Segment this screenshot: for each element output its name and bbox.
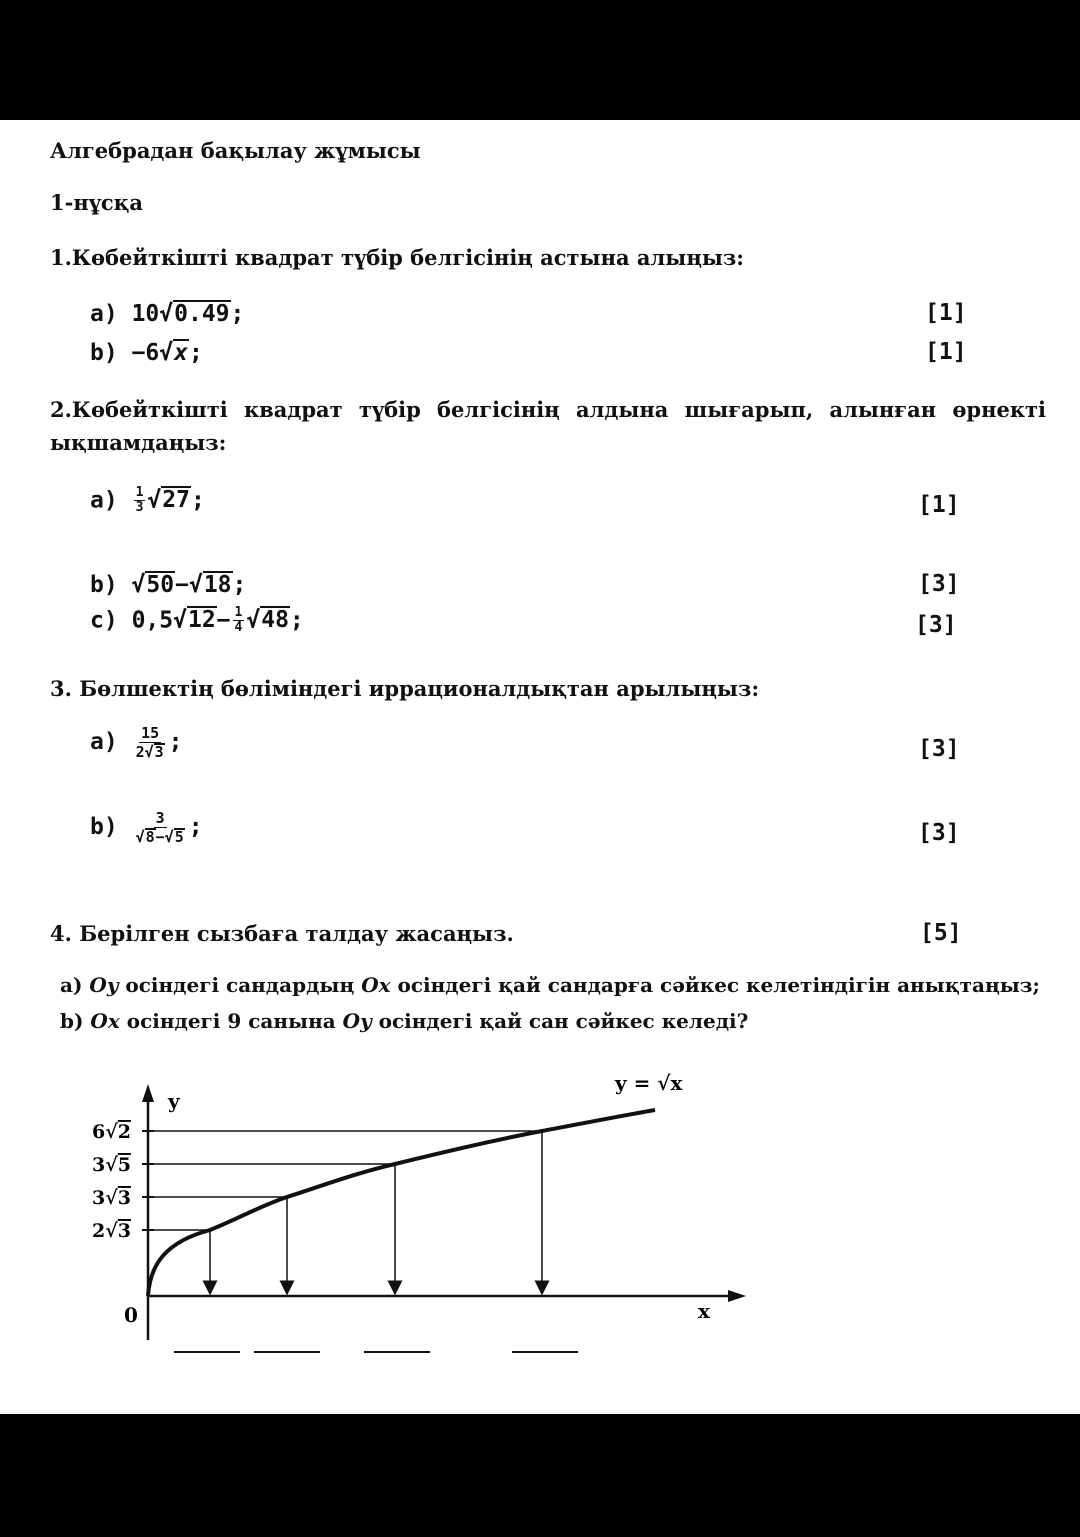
- text-part: осіндегі қай сан сәйкес келеді?: [371, 1009, 749, 1033]
- question-1b: b) −6√x;: [90, 340, 203, 366]
- denominator-coefficient: 2: [135, 742, 145, 761]
- question-1b-points: [1]: [925, 339, 967, 365]
- text-part: осіндегі қай сандарға сәйкес келетіндігін анықтаңыз;: [390, 973, 1040, 997]
- question-2b: b) √50−√18;: [90, 572, 247, 598]
- denominator-radicand: 3: [154, 742, 164, 761]
- worksheet-page: [0, 120, 1080, 1414]
- question-1-prompt: 1.Көбейткішті квадрат түбір белгісінің астына алыңыз:: [50, 245, 745, 270]
- numerator: 3: [155, 809, 165, 827]
- worksheet-title: Алгебрадан бақылау жұмысы: [50, 138, 421, 163]
- radicand: 0.49: [174, 301, 230, 327]
- text-part: осіндегі 9 санына: [119, 1009, 343, 1033]
- denominator-radicand-1: 8: [145, 827, 155, 846]
- question-4b: [60, 1009, 748, 1033]
- numerator: 15: [141, 724, 160, 742]
- question-1a-points: [1]: [925, 300, 967, 326]
- item-label: a): [90, 729, 118, 756]
- item-label: a): [90, 487, 118, 514]
- question-2a-points: [1]: [918, 492, 960, 518]
- axis-name: Oy: [342, 1009, 372, 1033]
- coefficient: −6: [131, 340, 160, 366]
- fraction: [233, 606, 245, 636]
- radicand: 27: [162, 487, 190, 514]
- numerator: 1: [135, 485, 144, 500]
- terminator: ;: [230, 301, 245, 327]
- item-label: b): [60, 1009, 84, 1033]
- question-2c: c) 0,5√12− $\frac{1}{4}$ √48;: [90, 605, 304, 636]
- radicand: x: [174, 340, 188, 366]
- item-label: a): [60, 973, 83, 997]
- question-2-prompt-line2: ықшамдаңыз:: [50, 430, 227, 455]
- y-tick-label: 2√3: [92, 1220, 131, 1242]
- fraction: [134, 725, 167, 760]
- question-3a: [90, 725, 183, 760]
- fraction: [134, 486, 146, 516]
- terminator: ;: [188, 814, 203, 841]
- terminator: ;: [232, 572, 247, 598]
- question-4a: [60, 973, 1040, 997]
- axis-name: Ox: [90, 1009, 120, 1033]
- question-2b-points: [3]: [918, 571, 960, 597]
- denominator: √8−√5: [135, 827, 184, 846]
- item-label: a): [90, 301, 118, 327]
- terminator: ;: [188, 340, 203, 366]
- question-2-prompt-line1: 2.Көбейткішті квадрат түбір белгісінің алдына шығарып, алынған өрнекті: [50, 397, 1046, 422]
- y-tick-label: 3√5: [92, 1154, 131, 1176]
- question-4-points: [5]: [920, 920, 962, 946]
- y-tick-label: 3√3: [92, 1187, 131, 1209]
- denominator: 3: [135, 500, 144, 516]
- origin-label: 0: [124, 1303, 138, 1327]
- item-label: b): [90, 340, 118, 366]
- y-axis-label: y: [168, 1089, 180, 1113]
- denominator-radicand-2: 5: [174, 827, 184, 846]
- item-label: b): [90, 814, 118, 841]
- question-3b-points: [3]: [918, 820, 960, 846]
- terminator: ;: [289, 607, 304, 634]
- numerator: 1: [234, 605, 243, 620]
- x-axis-arrow-icon: [728, 1290, 746, 1302]
- radicand-2: 48: [261, 607, 289, 634]
- sqrt-graph: [0, 1050, 1080, 1380]
- question-2c-points: [3]: [915, 612, 957, 638]
- question-2a: a) $\frac{1}{3}$ √27;: [90, 485, 205, 516]
- y-tick-label: 6√2: [92, 1121, 131, 1143]
- radicand-1: 50: [146, 572, 175, 598]
- coefficient: 10: [131, 301, 160, 327]
- sqrt-curve: [148, 1110, 655, 1296]
- terminator: ;: [168, 729, 183, 756]
- question-1a: a) 10√0.49;: [90, 301, 245, 327]
- fraction: [134, 810, 187, 845]
- denominator: 2√3: [135, 742, 164, 761]
- coefficient: 0,5: [131, 607, 174, 634]
- axis-name: Oy: [89, 973, 119, 997]
- terminator: ;: [190, 487, 205, 514]
- question-3a-points: [3]: [918, 736, 960, 762]
- radicand-1: 12: [187, 607, 216, 634]
- x-axis-label: x: [698, 1299, 710, 1323]
- radicand-2: 18: [203, 572, 232, 598]
- question-3b: [90, 810, 203, 845]
- question-3-prompt: 3. Бөлшектің бөліміндегі иррационалдықтан арылыңыз:: [50, 676, 760, 701]
- item-label: c): [90, 607, 118, 634]
- axis-name: Ox: [361, 973, 391, 997]
- question-4-prompt: 4. Берілген сызбаға талдау жасаңыз.: [50, 921, 514, 946]
- minus-sign: −: [175, 572, 189, 598]
- minus-sign: −: [155, 827, 165, 846]
- text-part: осіндегі сандардың: [118, 973, 362, 997]
- y-axis-arrow-icon: [142, 1084, 154, 1102]
- minus-sign: −: [216, 607, 231, 634]
- item-label: b): [90, 572, 118, 598]
- variant-label: 1-нұсқа: [50, 190, 143, 215]
- denominator: 4: [234, 620, 243, 636]
- function-label: y = √x: [615, 1071, 683, 1095]
